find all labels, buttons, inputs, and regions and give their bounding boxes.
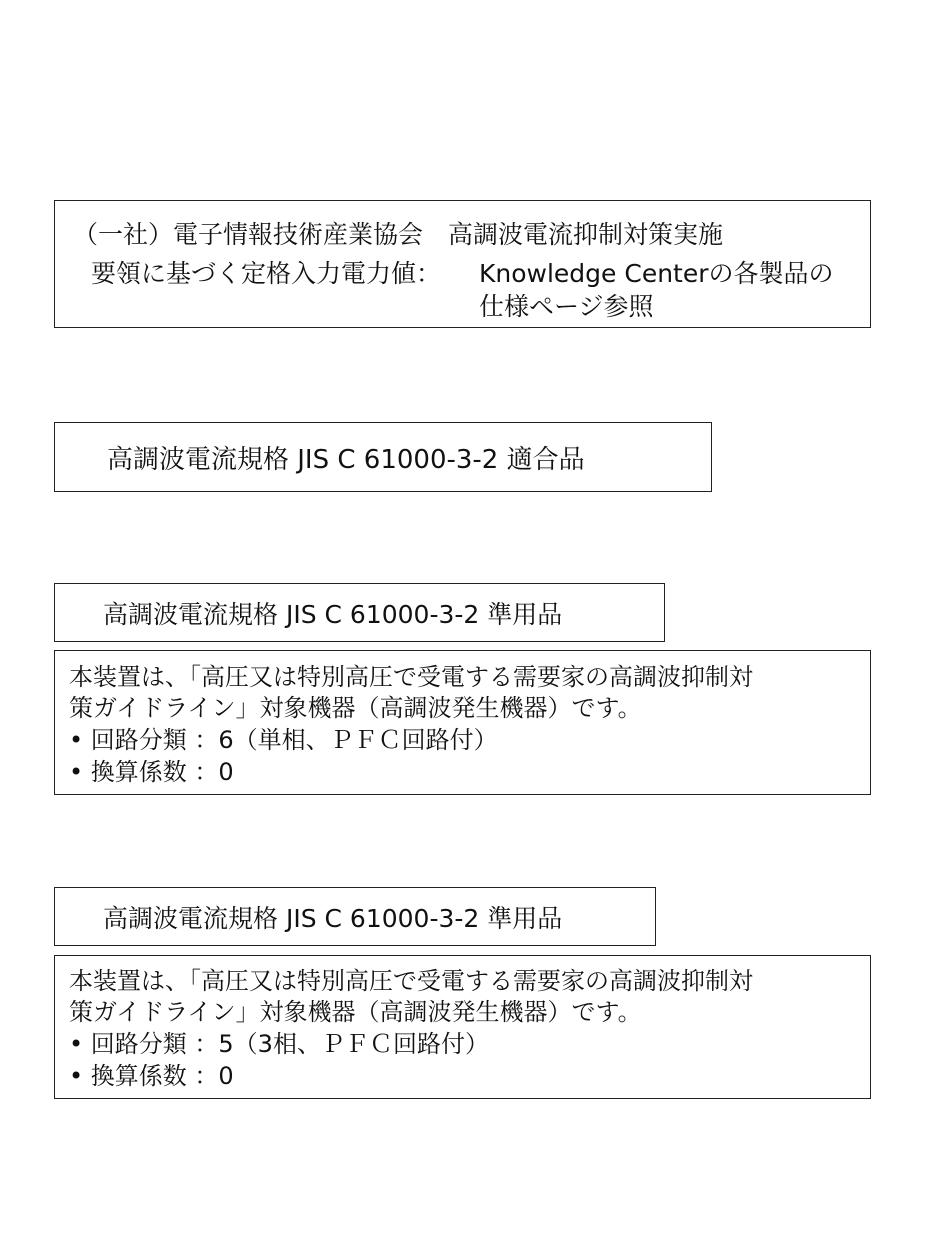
applied-product-title: 高調波電流規格 JIS C 61000-3-2 準用品 — [103, 903, 563, 933]
circuit-classification: • 回路分類 ：5（3相、ＰＦＣ回路付） — [69, 1030, 489, 1058]
conversion-factor: • 換算係数 ：0 — [69, 758, 234, 786]
detail-desc-line-2: 策ガイドライン」対象機器（高調波発生機器）です。 — [69, 998, 642, 1026]
detail-desc-line-2: 策ガイドライン」対象機器（高調波発生機器）です。 — [69, 694, 642, 722]
detail-desc-line-1: 本装置は、「高圧又は特別高圧で受電する需要家の高調波抑制対 — [69, 967, 753, 995]
circuit-classification: • 回路分類 ：6（単相、ＰＦＣ回路付） — [69, 726, 498, 754]
applied-product-header-single-phase — [54, 583, 665, 642]
applied-product-header-three-phase — [54, 887, 656, 946]
compliant-label: 高調波電流規格 JIS C 61000-3-2 適合品 — [107, 444, 585, 475]
notice-line-3: 仕様ページ参照 — [479, 292, 654, 321]
jeita-notice-box — [54, 200, 871, 328]
notice-line-1: （一社）電子情報技術産業協会 高調波電流抑制対策実施 — [73, 220, 724, 249]
applied-product-detail-single-phase — [54, 650, 871, 795]
notice-line-2: 要領に基づく定格入力電力値： — [91, 259, 442, 288]
applied-product-detail-three-phase — [54, 955, 871, 1099]
compliant-product-box — [54, 422, 712, 492]
applied-product-title: 高調波電流規格 JIS C 61000-3-2 準用品 — [103, 599, 563, 629]
detail-desc-line-1: 本装置は、「高圧又は特別高圧で受電する需要家の高調波抑制対 — [69, 663, 753, 691]
conversion-factor: • 換算係数 ：0 — [69, 1062, 234, 1090]
notice-line-2-value: Knowledge Centerの各製品の — [479, 259, 834, 288]
